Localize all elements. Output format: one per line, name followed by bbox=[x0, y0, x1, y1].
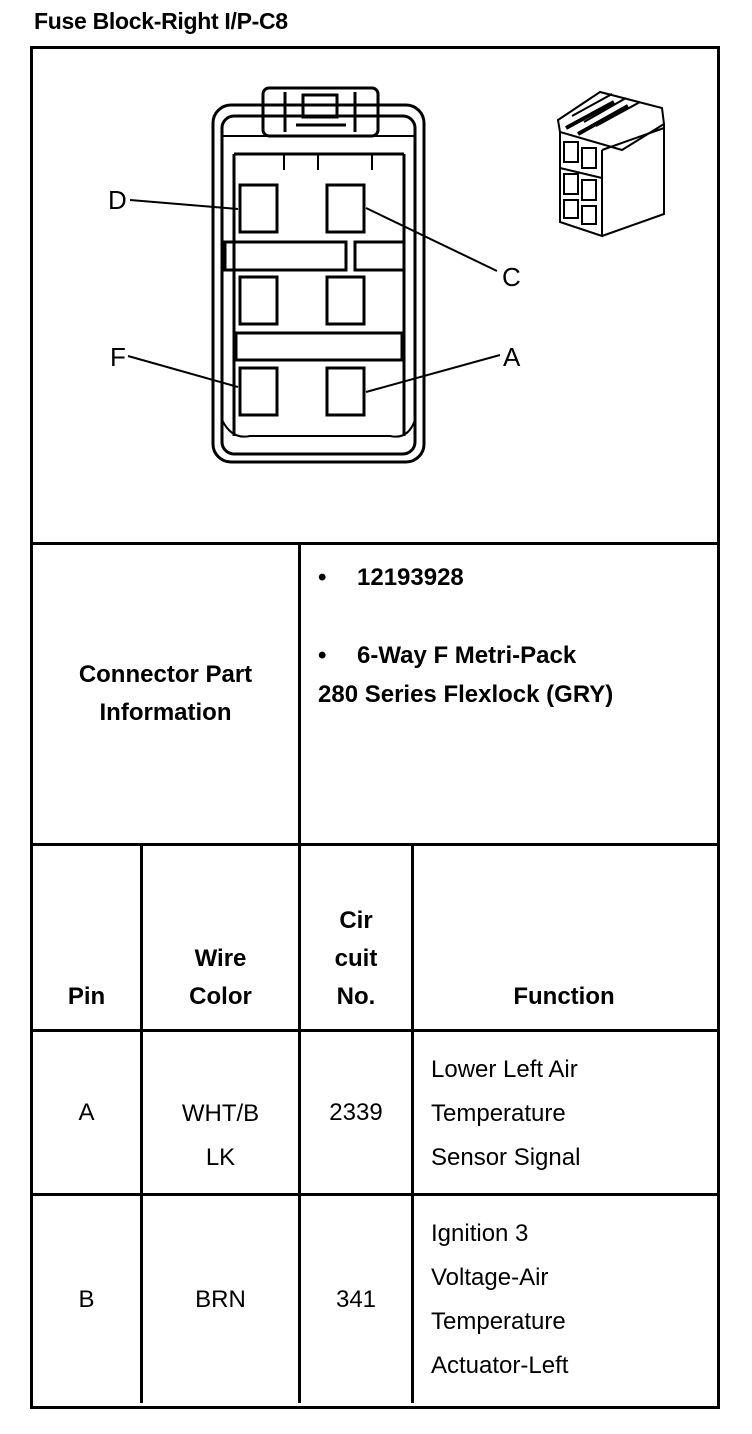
pin-label-d: D bbox=[108, 185, 127, 215]
row-b-function-line4: Actuator-Left bbox=[431, 1352, 569, 1379]
divider-row-a-bottom bbox=[30, 1193, 717, 1196]
header-circuit-line2: cuit bbox=[334, 945, 378, 972]
cavity-middle-left bbox=[240, 277, 277, 324]
cavity-d bbox=[240, 185, 277, 232]
header-circuit-line1: Cir bbox=[339, 907, 373, 934]
row-a-function bbox=[431, 1048, 580, 1180]
connector-face-diagram bbox=[33, 49, 714, 542]
row-a-function-line1: Lower Left Air bbox=[431, 1056, 578, 1083]
pin-label-f: F bbox=[110, 342, 126, 372]
cavity-middle-right bbox=[327, 277, 364, 324]
page-title: Fuse Block-Right I/P-C8 bbox=[34, 8, 288, 34]
row-a-function-line2: Temperature bbox=[431, 1100, 566, 1127]
row-b-function-line3: Temperature bbox=[431, 1308, 566, 1335]
header-wire-color-line2: Color bbox=[189, 983, 252, 1010]
row-b-pin: B bbox=[78, 1286, 95, 1313]
cavity-a bbox=[327, 368, 364, 415]
row-a-wire-color-line1: WHT/B bbox=[181, 1100, 260, 1127]
header-wire-color bbox=[143, 940, 298, 1016]
connector-info-label-line1: Connector Part bbox=[78, 661, 253, 688]
header-circuit-line3: No. bbox=[336, 983, 376, 1010]
divider-header-bottom bbox=[30, 1029, 717, 1032]
divider-info-bottom bbox=[30, 843, 717, 846]
header-pin: Pin bbox=[67, 983, 106, 1010]
connector-description-line2: 280 Series Flexlock (GRY) bbox=[318, 681, 614, 708]
connector-info-label bbox=[33, 656, 298, 732]
divider-info-column bbox=[298, 542, 301, 846]
row-b-function-line1: Ignition 3 bbox=[431, 1220, 529, 1247]
row-b-function bbox=[431, 1212, 568, 1388]
pin-label-c: C bbox=[502, 262, 521, 292]
part-number: 12193928 bbox=[357, 564, 464, 591]
row-a-circuit: 2339 bbox=[329, 1099, 383, 1126]
leader-line-c bbox=[366, 208, 497, 271]
header-wire-color-line1: Wire bbox=[194, 945, 247, 972]
pin-label-a: A bbox=[503, 342, 521, 372]
cavity-c bbox=[327, 185, 364, 232]
row-b-function-line2: Voltage-Air bbox=[431, 1264, 549, 1291]
row-a-function-line3: Sensor Signal bbox=[431, 1144, 581, 1171]
header-function: Function bbox=[513, 983, 615, 1010]
row-b-circuit: 341 bbox=[335, 1286, 377, 1313]
row-a-wire-color-line2: LK bbox=[205, 1144, 236, 1171]
bullet-dot: • bbox=[318, 564, 327, 591]
connector-info-label-line2: Information bbox=[99, 699, 232, 726]
row-b-wire-color: BRN bbox=[195, 1286, 246, 1313]
header-circuit-number bbox=[301, 902, 411, 1016]
row-a-pin: A bbox=[78, 1099, 95, 1126]
cavity-f bbox=[240, 368, 277, 415]
bullet-dot: • bbox=[318, 642, 327, 669]
divider-col-circuit bbox=[411, 843, 414, 1403]
divider-diagram-bottom bbox=[30, 542, 717, 545]
connector-description-line1: 6-Way F Metri-Pack bbox=[357, 642, 577, 669]
row-a-wire-color bbox=[143, 1092, 298, 1180]
